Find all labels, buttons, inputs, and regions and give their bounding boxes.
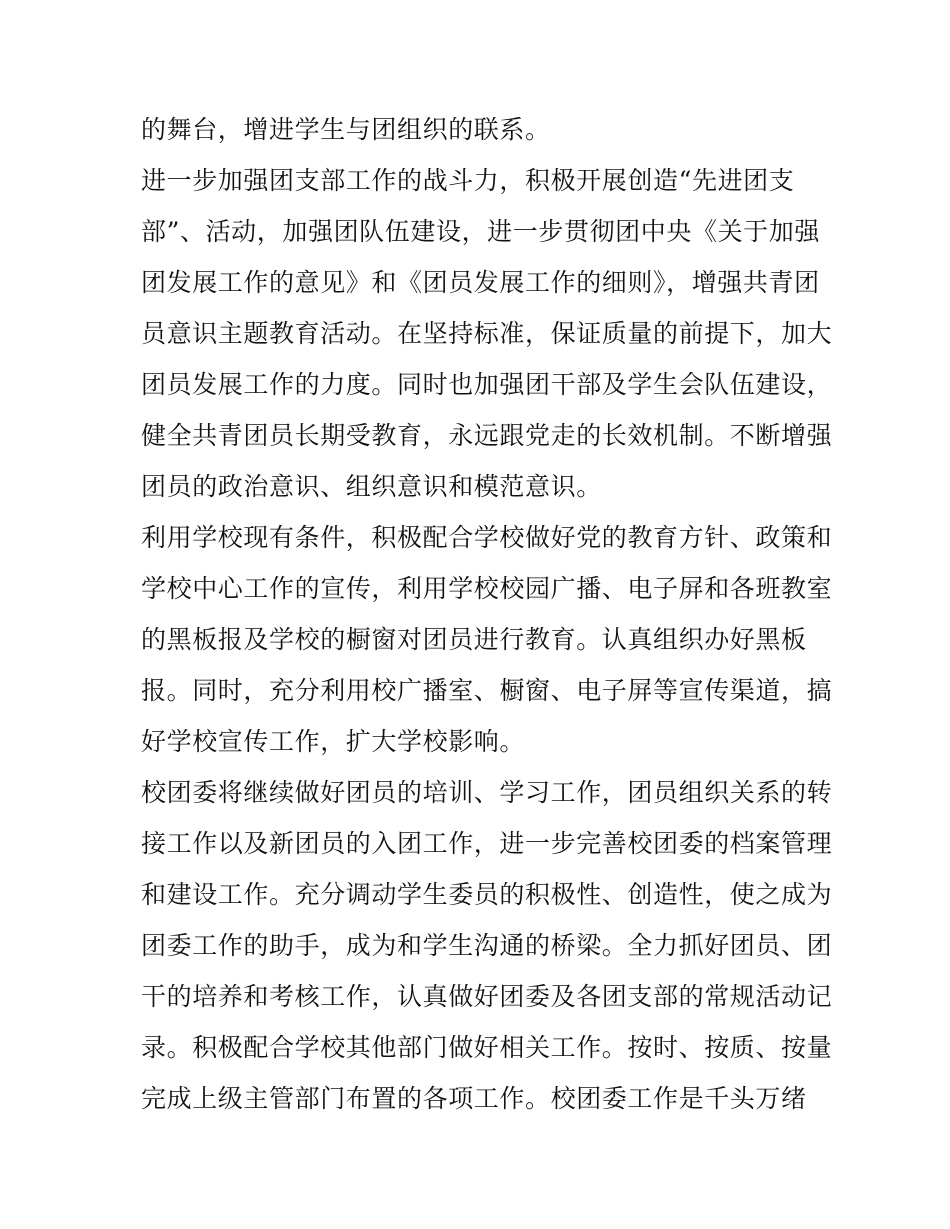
text-line: 和建设工作。充分调动学生委员的积极性、创造性，使之成为 (141, 880, 833, 909)
body-text (141, 104, 833, 1124)
text-line: 完成上级主管部门布置的各项工作。校团委工作是千头万绪 (141, 1084, 807, 1113)
text-line: 团员的政治意识、组织意识和模范意识。 (141, 472, 602, 501)
text-line: 的舞台，增进学生与团组织的联系。 (141, 115, 551, 144)
text-line: 团发展工作的意见》和《团员发展工作的细则》，增强共青团 (141, 268, 820, 297)
text-line: 利用学校现有条件，积极配合学校做好党的教育方针、政策和 (141, 523, 833, 552)
text-line: 学校中心工作的宣传，利用学校校园广播、电子屏和各班教室 (141, 574, 833, 603)
text-line: 录。积极配合学校其他部门做好相关工作。按时、按质、按量 (141, 1033, 833, 1062)
text-line: 员意识主题教育活动。在坚持标准，保证质量的前提下，加大 (141, 319, 833, 348)
text-line: 团员发展工作的力度。同时也加强团干部及学生会队伍建设， (141, 370, 833, 399)
text-line: 的黑板报及学校的橱窗对团员进行教育。认真组织办好黑板 (141, 625, 807, 654)
text-line: 健全共青团员长期受教育，永远跟党走的长效机制。不断增强 (141, 421, 833, 450)
text-line: 部”、活动，加强团队伍建设，进一步贯彻团中央《关于加强 (141, 217, 820, 246)
text-line: 报。同时，充分利用校广播室、橱窗、电子屏等宣传渠道，搞 (141, 676, 833, 705)
text-line: 团委工作的助手，成为和学生沟通的桥梁。全力抓好团员、团 (141, 931, 833, 960)
text-line: 好学校宣传工作，扩大学校影响。 (141, 727, 526, 756)
text-line: 校团委将继续做好团员的培训、学习工作，团员组织关系的转 (141, 778, 833, 807)
text-line: 接工作以及新团员的入团工作，进一步完善校团委的档案管理 (141, 829, 833, 858)
text-line: 进一步加强团支部工作的战斗力，积极开展创造“先进团支 (141, 166, 795, 195)
text-line: 干的培养和考核工作，认真做好团委及各团支部的常规活动记 (141, 982, 833, 1011)
